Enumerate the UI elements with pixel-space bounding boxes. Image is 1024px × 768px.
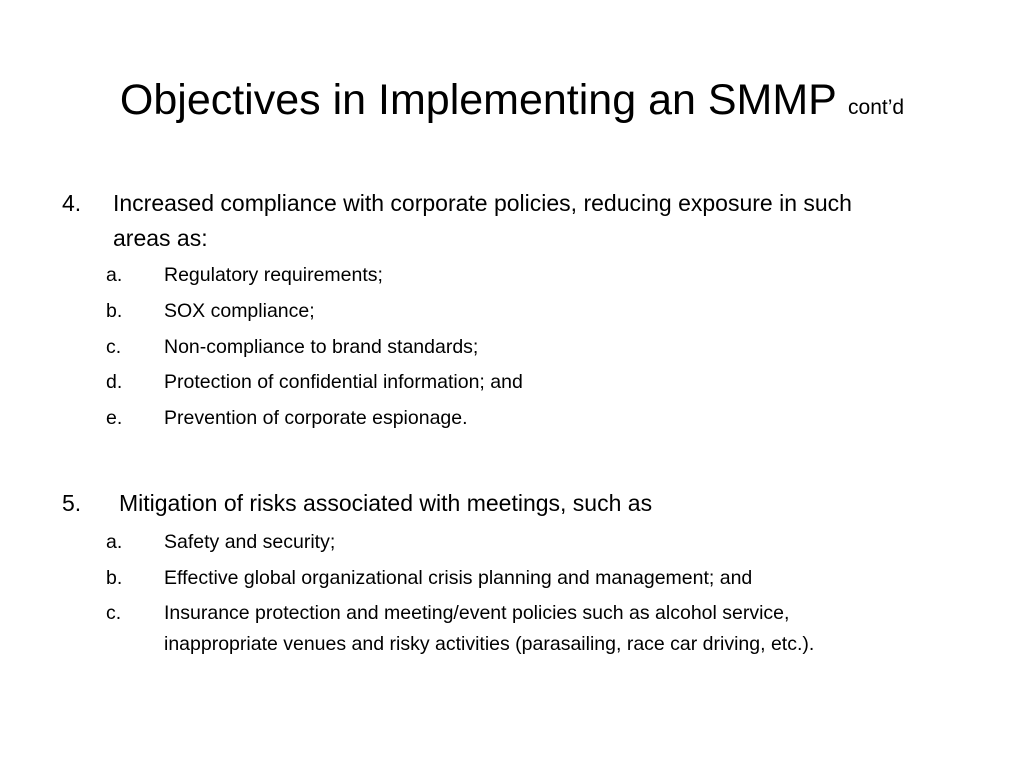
- sub-item-text: Regulatory requirements;: [164, 264, 383, 286]
- sub-item-text-line2: inappropriate venues and risky activities (parasailing, race car driving, etc.).: [164, 633, 815, 655]
- sub-item-text: Protection of confidential information; and: [164, 371, 523, 393]
- list-item-text-line2: areas as:: [113, 225, 208, 251]
- sub-item-text: Safety and security;: [164, 531, 336, 553]
- sub-item-text: Insurance protection and meeting/event policies such as alcohol service,: [164, 602, 790, 624]
- sub-item-letter: b.: [106, 300, 123, 322]
- list-item-text-line1: Increased compliance with corporate policies, reducing exposure in such: [113, 190, 852, 216]
- sub-item-text: SOX compliance;: [164, 300, 315, 322]
- sub-item-text: Effective global organizational crisis planning and management; and: [164, 567, 753, 589]
- sub-item-text: Non-compliance to brand standards;: [164, 336, 479, 358]
- sub-item-letter: c.: [106, 336, 122, 358]
- sub-item-letter: c.: [106, 602, 122, 624]
- slide-title-text: Objectives in Implementing an SMMP: [119, 76, 837, 124]
- slide-title-suffix: cont’d: [848, 96, 905, 119]
- sub-item-letter: a.: [106, 264, 123, 286]
- list-item-number: 5.: [62, 490, 82, 516]
- sub-item-letter: a.: [106, 531, 123, 553]
- list-item-text-line1: Mitigation of risks associated with meetings, such as: [119, 490, 653, 516]
- sub-item-letter: d.: [106, 371, 123, 393]
- sub-item-text: Prevention of corporate espionage.: [164, 407, 468, 429]
- list-item-4: [62, 188, 982, 250]
- sub-item-letter: e.: [106, 407, 123, 429]
- list-item-5: [62, 488, 982, 519]
- list-item-number: 4.: [62, 190, 82, 216]
- sub-item-letter: b.: [106, 567, 123, 589]
